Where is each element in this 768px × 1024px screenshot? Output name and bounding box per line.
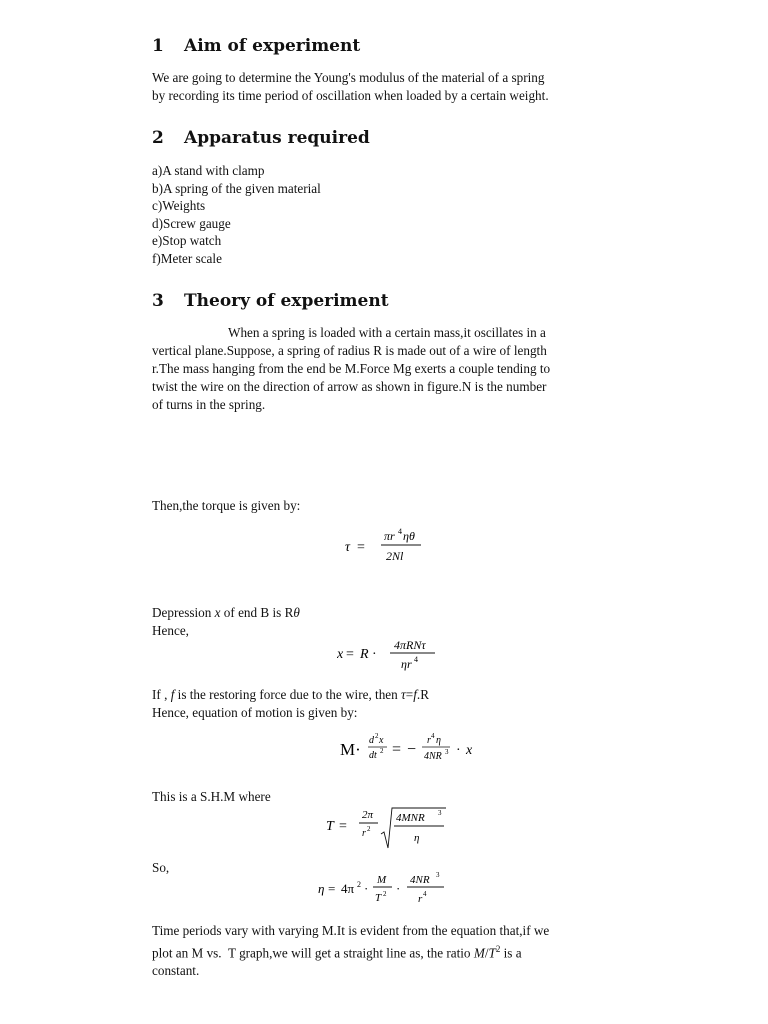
depression-paragraph bbox=[152, 604, 618, 640]
svg-text:πr: πr bbox=[384, 529, 395, 543]
section-title: Theory of experiment bbox=[184, 291, 389, 311]
section-number: 2 bbox=[152, 128, 164, 148]
svg-text:T: T bbox=[326, 819, 334, 834]
svg-text:x: x bbox=[379, 735, 384, 746]
svg-text:=: = bbox=[339, 819, 347, 834]
section-heading-theory bbox=[152, 291, 389, 311]
period-equation bbox=[326, 804, 456, 859]
svg-text:=: = bbox=[392, 741, 402, 758]
svg-text:ηr: ηr bbox=[401, 657, 412, 671]
svg-text:2: 2 bbox=[367, 825, 371, 833]
svg-text:2Nl: 2Nl bbox=[386, 549, 404, 563]
svg-text:4NR: 4NR bbox=[424, 751, 442, 762]
torque-equation bbox=[345, 526, 435, 571]
theory-line: twist the wire on the direction of arrow as shown in figure.N is the number bbox=[152, 379, 547, 394]
section-heading-apparatus bbox=[152, 128, 370, 148]
svg-text:x: x bbox=[337, 647, 344, 662]
depression-equation-svg bbox=[337, 636, 447, 676]
period-equation-svg bbox=[326, 804, 456, 854]
svg-text:4: 4 bbox=[414, 655, 418, 664]
svg-text:4: 4 bbox=[423, 890, 427, 898]
depression-line: Depression x of end B is Rθ bbox=[152, 605, 300, 620]
svg-text:τ: τ bbox=[345, 540, 351, 555]
list-item: c)Weights bbox=[152, 198, 206, 213]
svg-text:x: x bbox=[466, 743, 473, 758]
svg-text:R: R bbox=[360, 647, 369, 662]
hence-line: Hence, bbox=[152, 623, 189, 638]
section-title: Apparatus required bbox=[184, 128, 370, 148]
svg-text:4NR: 4NR bbox=[410, 874, 430, 886]
list-item: e)Stop watch bbox=[152, 233, 222, 248]
svg-text:·: · bbox=[396, 881, 401, 896]
svg-text:2π: 2π bbox=[362, 809, 374, 821]
svg-text:M: M bbox=[377, 874, 387, 886]
svg-text:T: T bbox=[375, 892, 382, 904]
list-item: b)A spring of the given material bbox=[152, 180, 321, 196]
svg-text:η: η bbox=[436, 735, 441, 746]
aim-line: by recording its time period of oscillation when loaded by a certain weight. bbox=[152, 88, 549, 103]
svg-text:4π: 4π bbox=[341, 881, 355, 896]
svg-text:2: 2 bbox=[357, 880, 361, 889]
if-line: If , f is the restoring force due to the wire, then τ=f.R bbox=[152, 687, 429, 702]
svg-text:η: η bbox=[414, 832, 420, 844]
theory-line: r.The mass hanging from the end be M.Force Mg exerts a couple tending to bbox=[152, 361, 551, 376]
svg-text:−: − bbox=[407, 741, 417, 758]
svg-text:=: = bbox=[328, 881, 336, 896]
svg-text:r: r bbox=[427, 735, 431, 746]
svg-text:dt: dt bbox=[369, 750, 377, 761]
svg-text:=: = bbox=[357, 540, 365, 555]
svg-text:d: d bbox=[369, 735, 374, 746]
svg-text:2: 2 bbox=[383, 890, 387, 898]
section-number: 1 bbox=[152, 36, 164, 56]
svg-text:·: · bbox=[372, 647, 377, 662]
list-item: a)A stand with clamp bbox=[152, 163, 265, 178]
eta-equation bbox=[318, 866, 453, 915]
svg-text:ηθ: ηθ bbox=[403, 529, 415, 543]
eta-equation-svg bbox=[318, 866, 453, 910]
svg-text:2: 2 bbox=[380, 747, 384, 755]
svg-text:4: 4 bbox=[431, 732, 435, 740]
aim-paragraph bbox=[152, 69, 618, 105]
so-line: So, bbox=[152, 860, 170, 875]
restoring-paragraph bbox=[152, 686, 618, 722]
apparatus-list bbox=[152, 162, 321, 267]
svg-text:4πRNτ: 4πRNτ bbox=[394, 638, 426, 652]
svg-text:η: η bbox=[318, 881, 325, 896]
hence-line: Hence, equation of motion is given by: bbox=[152, 705, 358, 720]
torque-intro-text: Then,the torque is given by: bbox=[152, 498, 301, 513]
conclusion-line: constant. bbox=[152, 963, 200, 979]
theory-line: vertical plane.Suppose, a spring of radius R is made out of a wire of length bbox=[152, 343, 547, 358]
svg-text:·: · bbox=[456, 743, 461, 758]
section-title: Aim of experiment bbox=[184, 36, 361, 56]
svg-text:·: · bbox=[364, 881, 369, 896]
theory-line: of turns in the spring. bbox=[152, 397, 266, 412]
conclusion-paragraph bbox=[152, 922, 618, 980]
svg-text:=: = bbox=[346, 647, 354, 662]
svg-text:r: r bbox=[418, 893, 423, 905]
theory-line: When a spring is loaded with a certain mass,it oscillates in a bbox=[228, 325, 546, 340]
motion-equation bbox=[340, 728, 490, 779]
aim-line: We are going to determine the Young's modulus of the material of a spring bbox=[152, 70, 545, 85]
svg-text:3: 3 bbox=[436, 871, 440, 879]
svg-text:4: 4 bbox=[398, 527, 402, 536]
torque-equation-svg bbox=[345, 526, 435, 566]
svg-text:r: r bbox=[362, 828, 366, 839]
list-item: d)Screw gauge bbox=[152, 215, 231, 231]
svg-text:2: 2 bbox=[375, 732, 379, 740]
svg-text:3: 3 bbox=[445, 748, 449, 756]
section-number: 3 bbox=[152, 291, 164, 311]
svg-text:3: 3 bbox=[438, 809, 442, 817]
shm-line: This is a S.H.M where bbox=[152, 789, 271, 804]
motion-equation-svg bbox=[340, 728, 490, 774]
svg-text:M·: M· bbox=[340, 740, 361, 759]
torque-intro bbox=[152, 497, 618, 515]
theory-paragraph bbox=[152, 324, 618, 414]
conclusion-line: plot an M vs. T graph,we will get a straight line as, the ratio $M/T^2$ is a bbox=[152, 944, 522, 961]
conclusion-line: Time periods vary with varying M.It is evident from the equation that,if we bbox=[152, 923, 550, 938]
list-item: f)Meter scale bbox=[152, 250, 222, 266]
depression-equation bbox=[337, 636, 447, 681]
svg-text:4MNR: 4MNR bbox=[396, 812, 425, 824]
section-heading-aim bbox=[152, 36, 360, 56]
